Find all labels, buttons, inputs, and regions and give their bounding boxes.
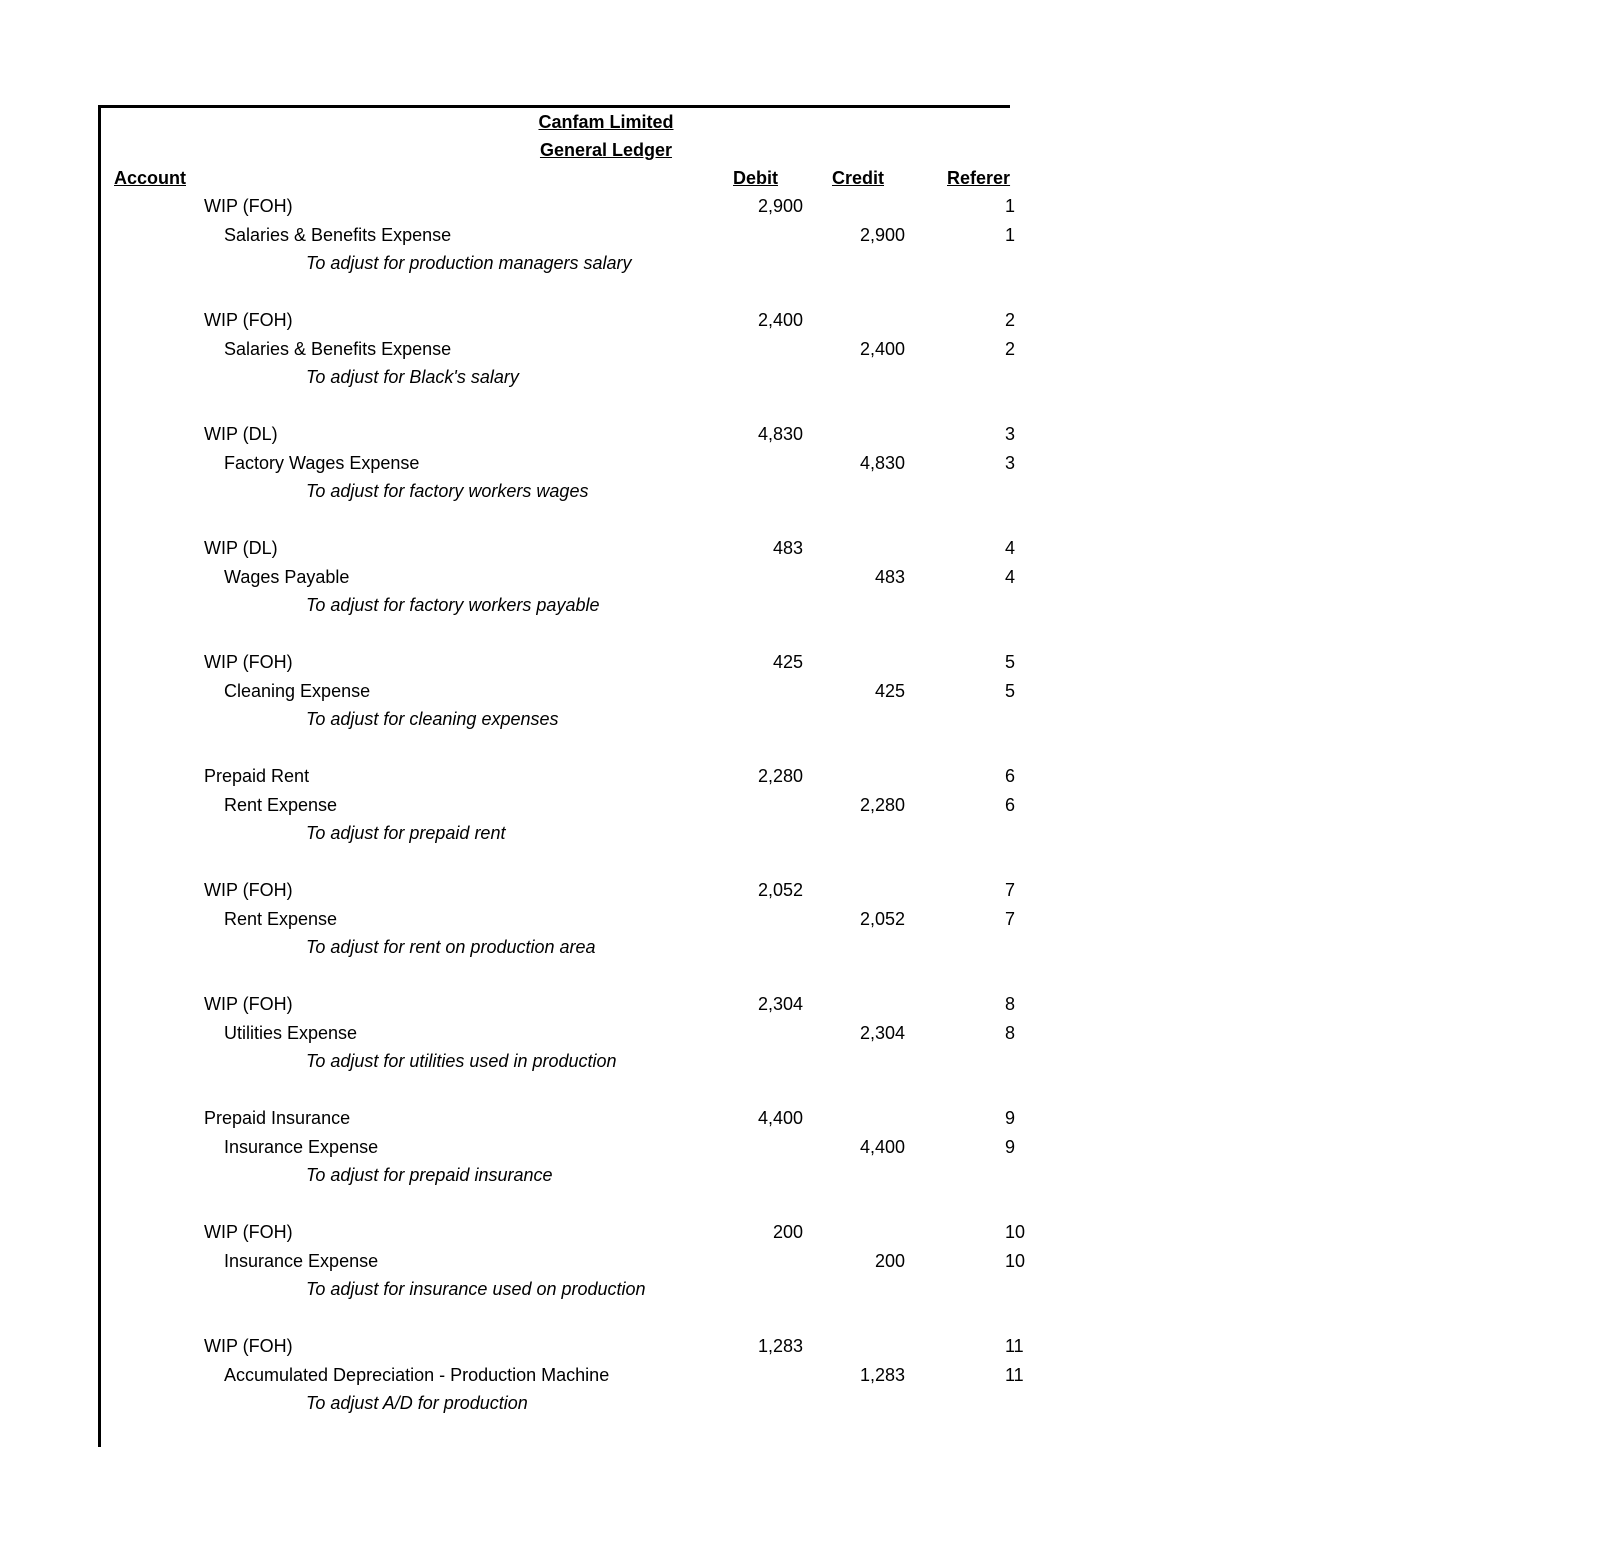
credit-account: Insurance Expense xyxy=(224,1250,379,1271)
credit-column-header: Credit xyxy=(832,168,885,188)
reference-number: 8 xyxy=(1005,1022,1016,1043)
credit-amount: 2,052 xyxy=(859,908,905,929)
credit-amount: 1,283 xyxy=(859,1364,905,1385)
credit-account: Factory Wages Expense xyxy=(224,452,420,473)
reference-number: 3 xyxy=(1005,452,1016,473)
reference-number: 3 xyxy=(1005,424,1016,444)
debit-amount: 425 xyxy=(772,652,803,672)
credit-account: Salaries & Benefits Expense xyxy=(224,338,452,359)
debit-amount: 483 xyxy=(772,538,803,558)
entry-memo: To adjust for factory workers payable xyxy=(306,595,600,615)
reference-number: 7 xyxy=(1005,880,1016,900)
credit-line xyxy=(101,567,1601,595)
memo-line xyxy=(101,481,1601,509)
memo-line xyxy=(101,253,1601,281)
entry-memo: To adjust for factory workers wages xyxy=(306,481,589,501)
debit-line xyxy=(101,1222,1601,1250)
memo-line xyxy=(101,595,1601,623)
reference-number: 2 xyxy=(1005,338,1016,359)
credit-amount: 2,900 xyxy=(859,224,905,245)
debit-account: WIP (DL) xyxy=(204,424,278,444)
debit-line xyxy=(101,652,1601,680)
credit-line xyxy=(101,681,1601,709)
debit-account: Prepaid Insurance xyxy=(204,1108,351,1128)
debit-amount: 2,400 xyxy=(757,310,803,330)
debit-line xyxy=(101,1336,1601,1364)
debit-line xyxy=(101,994,1601,1022)
reference-number: 8 xyxy=(1005,994,1016,1014)
reference-number: 10 xyxy=(1005,1250,1026,1271)
entry-memo: To adjust for utilities used in production xyxy=(306,1051,617,1071)
debit-amount: 200 xyxy=(772,1222,803,1242)
debit-account: WIP (FOH) xyxy=(204,994,293,1014)
reference-number: 2 xyxy=(1005,310,1016,330)
ledger-sheet xyxy=(101,108,1026,1448)
entry-memo: To adjust for insurance used on production xyxy=(306,1279,646,1299)
credit-amount: 4,400 xyxy=(859,1136,905,1157)
account-column-header: Account xyxy=(114,168,186,188)
memo-line xyxy=(101,367,1601,395)
debit-amount: 1,283 xyxy=(757,1336,803,1356)
memo-line xyxy=(101,1279,1601,1307)
entry-memo: To adjust for prepaid rent xyxy=(306,823,506,843)
debit-amount: 2,304 xyxy=(757,994,803,1014)
credit-account: Accumulated Depreciation - Production Machine xyxy=(224,1364,610,1385)
debit-line xyxy=(101,310,1601,338)
debit-amount: 2,280 xyxy=(757,766,803,786)
credit-line xyxy=(101,339,1601,367)
reference-number: 11 xyxy=(1005,1336,1024,1356)
reference-number: 1 xyxy=(1005,196,1016,216)
credit-amount: 483 xyxy=(874,566,905,587)
credit-line xyxy=(101,453,1601,481)
reference-number: 4 xyxy=(1005,538,1016,558)
credit-account: Salaries & Benefits Expense xyxy=(224,224,452,245)
credit-account: Rent Expense xyxy=(224,794,338,815)
credit-account: Wages Payable xyxy=(224,566,350,587)
credit-amount: 425 xyxy=(874,680,905,701)
credit-amount: 2,304 xyxy=(859,1022,905,1043)
debit-line xyxy=(101,196,1601,224)
reference-number: 1 xyxy=(1005,224,1016,245)
debit-account: WIP (FOH) xyxy=(204,310,293,330)
memo-line xyxy=(101,709,1601,737)
reference-number: 4 xyxy=(1005,566,1016,587)
memo-line xyxy=(101,1393,1601,1421)
debit-amount: 2,052 xyxy=(757,880,803,900)
entry-memo: To adjust for Black's salary xyxy=(306,367,519,387)
debit-line xyxy=(101,424,1601,452)
debit-amount: 4,400 xyxy=(757,1108,803,1128)
credit-amount: 4,830 xyxy=(859,452,905,473)
debit-line xyxy=(101,766,1601,794)
entry-memo: To adjust for cleaning expenses xyxy=(306,709,559,729)
credit-amount: 2,400 xyxy=(859,338,905,359)
credit-line xyxy=(101,1137,1601,1165)
entry-memo: To adjust A/D for production xyxy=(306,1393,528,1413)
debit-line xyxy=(101,880,1601,908)
debit-column-header: Debit xyxy=(733,168,778,188)
memo-line xyxy=(101,937,1601,965)
credit-account: Rent Expense xyxy=(224,908,338,929)
reference-column-header: Referer xyxy=(947,168,1011,188)
reference-number: 10 xyxy=(1005,1222,1026,1242)
credit-amount: 2,280 xyxy=(859,794,905,815)
entry-memo: To adjust for prepaid insurance xyxy=(306,1165,553,1185)
reference-number: 6 xyxy=(1005,794,1016,815)
reference-number: 5 xyxy=(1005,652,1016,672)
reference-number: 11 xyxy=(1005,1364,1024,1385)
credit-account: Utilities Expense xyxy=(224,1022,358,1043)
entry-memo: To adjust for rent on production area xyxy=(306,937,596,957)
memo-line xyxy=(101,823,1601,851)
debit-account: WIP (FOH) xyxy=(204,880,293,900)
credit-line xyxy=(101,909,1601,937)
reference-number: 6 xyxy=(1005,766,1016,786)
credit-amount: 200 xyxy=(874,1250,905,1271)
memo-line xyxy=(101,1165,1601,1193)
credit-line xyxy=(101,1251,1601,1279)
credit-account: Cleaning Expense xyxy=(224,680,371,701)
debit-account: WIP (FOH) xyxy=(204,1336,293,1356)
debit-line xyxy=(101,1108,1601,1136)
credit-line xyxy=(101,795,1601,823)
credit-line xyxy=(101,1023,1601,1051)
debit-account: Prepaid Rent xyxy=(204,766,310,786)
ledger-subtitle: General Ledger xyxy=(539,140,673,160)
credit-line xyxy=(101,225,1601,253)
memo-line xyxy=(101,1051,1601,1079)
credit-line xyxy=(101,1365,1601,1393)
debit-amount: 2,900 xyxy=(757,196,803,216)
debit-account: WIP (FOH) xyxy=(204,196,293,216)
debit-amount: 4,830 xyxy=(757,424,803,444)
reference-number: 5 xyxy=(1005,680,1016,701)
entry-memo: To adjust for production managers salary xyxy=(306,253,632,273)
debit-account: WIP (FOH) xyxy=(204,652,293,672)
debit-line xyxy=(101,538,1601,566)
reference-number: 7 xyxy=(1005,908,1016,929)
credit-account: Insurance Expense xyxy=(224,1136,379,1157)
reference-number: 9 xyxy=(1005,1108,1016,1128)
company-title: Canfam Limited xyxy=(538,112,674,132)
debit-account: WIP (DL) xyxy=(204,538,278,558)
debit-account: WIP (FOH) xyxy=(204,1222,293,1242)
reference-number: 9 xyxy=(1005,1136,1016,1157)
